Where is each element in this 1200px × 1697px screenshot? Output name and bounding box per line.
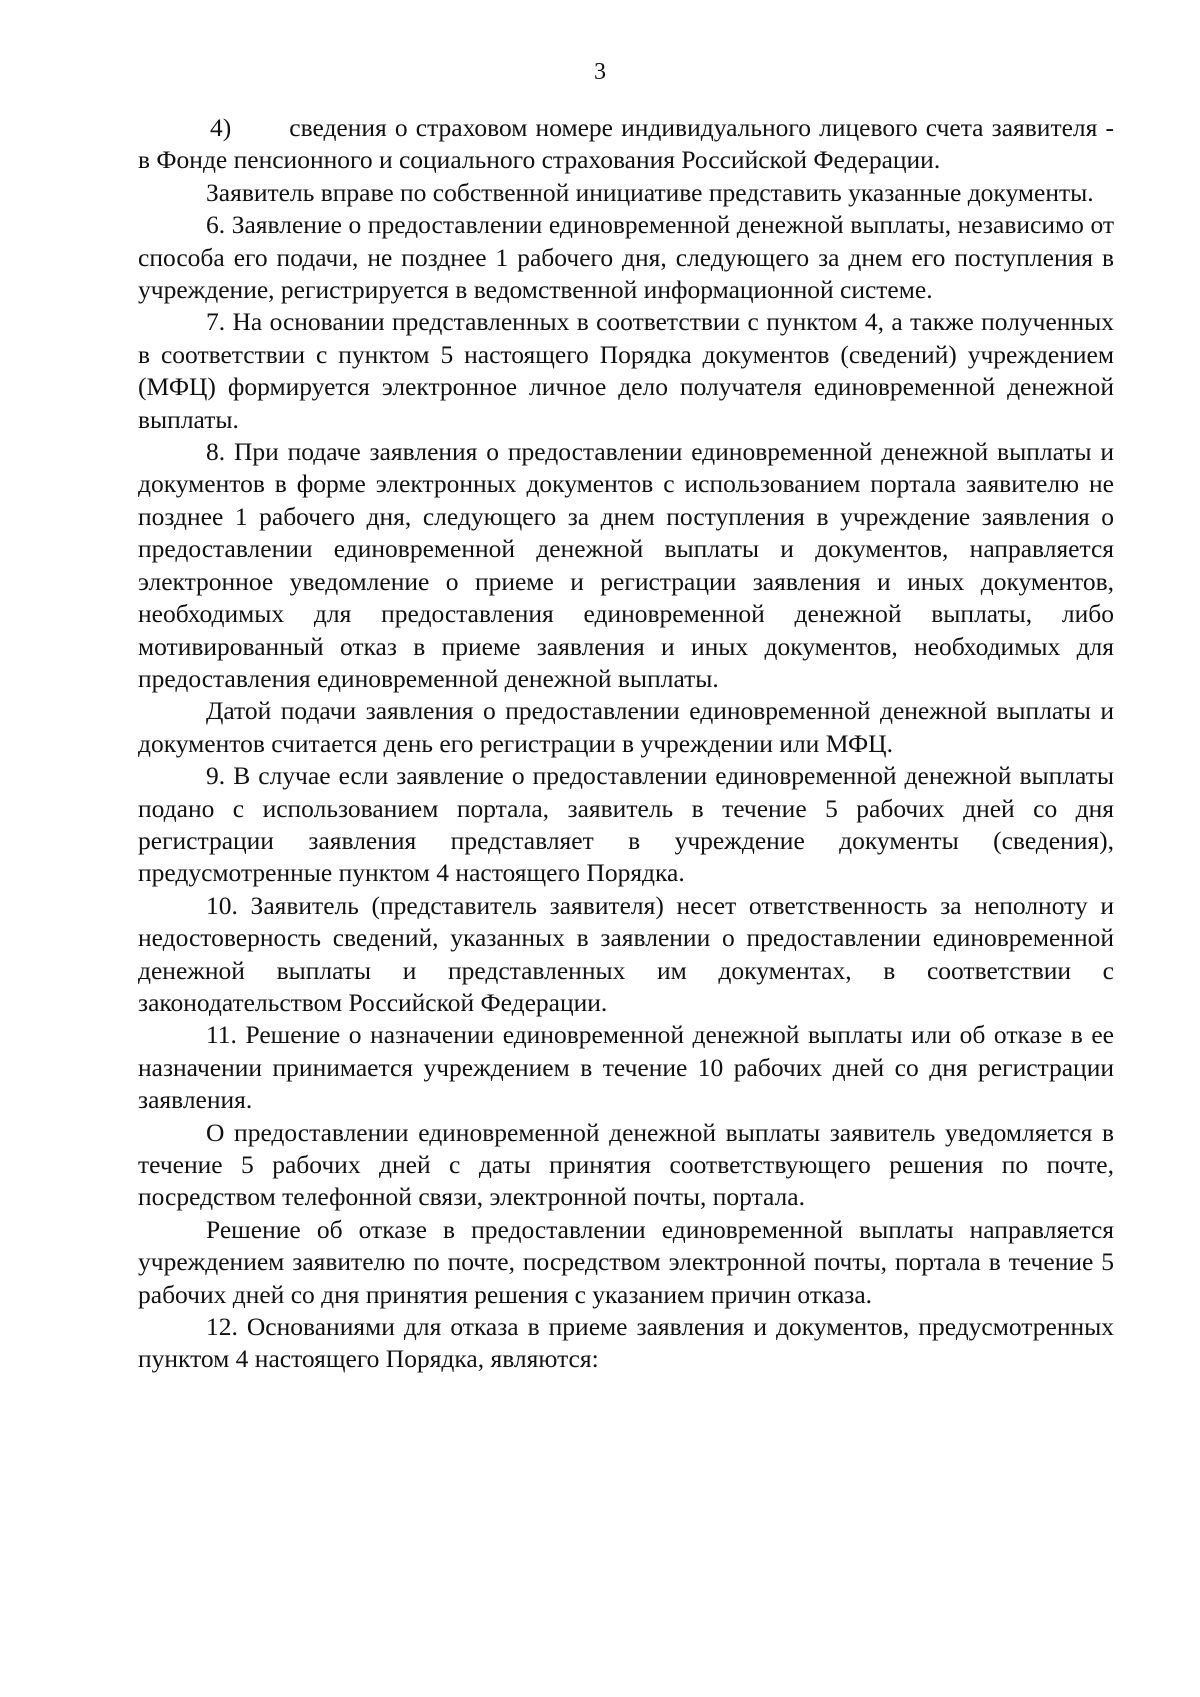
- paragraph-applicant-right: Заявитель вправе по собственной инициативе представить указанные документы.: [206, 177, 1094, 207]
- paragraph-point-12: 12. Основаниями для отказа в приеме заявления и документов, предусмотренных пунктом 4 настоящего Порядка, являются:: [138, 1312, 1114, 1374]
- page-number: 3: [594, 59, 606, 85]
- paragraph-text: сведения о страховом номере индивидуального лицевого счета заявителя - в Фонде пенсионного и социального страхования Российской Федерации.: [138, 113, 1114, 175]
- paragraph-point-9: 9. В случае если заявление о предоставлении единовременной денежной выплаты подано с использованием портала, заявитель в течение 5 рабочих дней со дня регистрации заявления представляет в учреждение документы (сведения), предусмотренные пунктом 4 настоящего Порядка.: [138, 761, 1114, 888]
- paragraph-point-10: 10. Заявитель (представитель заявителя) несет ответственность за неполноту и недостоверность сведений, указанных в заявлении о предоставлении единовременной денежной выплаты и представленных им документах, в соответствии с законодательством Российской Федерации.: [138, 890, 1114, 1017]
- list-marker: 4): [210, 113, 232, 142]
- paragraph-point-8: 8. При подаче заявления о предоставлении единовременной денежной выплаты и документов в форме электронных документов с использованием портала заявителю не позднее 1 рабочего дня, следующего за днем поступления в учреждение заявления о предоставлении единовременной денежной выплаты и документов, направляется электронное уведомление о приеме и регистрации заявления и иных документов, необходимых для предоставления единовременной денежной выплаты, либо мотивированный отказ в приеме заявления и иных документов, необходимых для предоставления единовременной денежной выплаты.: [138, 437, 1114, 693]
- paragraph-item-4: [138, 112, 1114, 177]
- paragraph-notification: О предоставлении единовременной денежной выплаты заявитель уведомляется в течение 5 рабочих дней с даты принятия соответствующего решения по почте, посредством телефонной связи, электронной почты, портала.: [138, 1117, 1114, 1212]
- paragraph-point-11: 11. Решение о назначении единовременной денежной выплаты или об отказе в ее назначении принимается учреждением в течение 10 рабочих дней со дня регистрации заявления.: [138, 1020, 1114, 1115]
- paragraph-point-7: 7. На основании представленных в соответствии с пунктом 4, а также полученных в соответствии с пунктом 5 настоящего Порядка документов (сведений) учреждением (МФЦ) формируется электронное личное дело получателя единовременной денежной выплаты.: [138, 307, 1114, 434]
- paragraph-filing-date: Датой подачи заявления о предоставлении единовременной денежной выплаты и документов считается день его регистрации в учреждении или МФЦ.: [138, 696, 1114, 758]
- paragraph-point-6: 6. Заявление о предоставлении единовременной денежной выплаты, независимо от способа его подачи, не позднее 1 рабочего дня, следующего за днем его поступления в учреждение, регистрируется в ведомственной информационной системе.: [138, 210, 1114, 305]
- paragraph-refusal-decision: Решение об отказе в предоставлении единовременной выплаты направляется учреждением заявителю по почте, посредством электронной почты, портала в течение 5 рабочих дней со дня принятия решения с указанием причин отказа.: [138, 1214, 1114, 1309]
- document-body: [138, 112, 1114, 1376]
